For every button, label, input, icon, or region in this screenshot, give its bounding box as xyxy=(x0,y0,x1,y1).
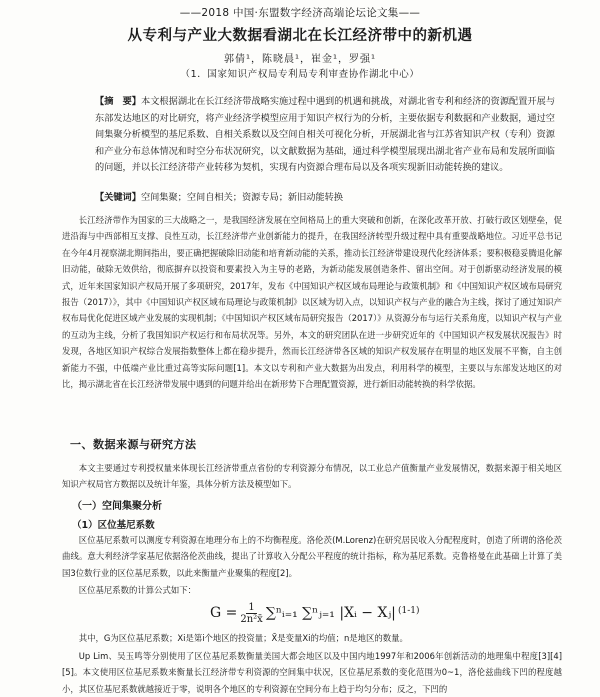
data-source-paragraph xyxy=(62,460,562,493)
formula-intro xyxy=(62,582,562,598)
intro-paragraph xyxy=(62,212,562,392)
formula-lhs: G = xyxy=(210,605,238,621)
header-text: ——2018 中国·东盟数字经济高端论坛论文集—— xyxy=(179,6,421,19)
intro-text: 长江经济带作为国家的三大战略之一，是我国经济发展在空间格局上的重大突破和创新，在深化改革开放、打破行政区划壁垒，促进沿海与中西部相互支撑、良性互动，长江经济带产业创新能力的提升，在我国经济转型升级过程中具有重要战略地位。习近平总书记在今年4月视察湖北期间指出，要正确把握破除旧动能和培育新动能的关系，推动长江经济带建设现代化经济体系；要积极稳妥腾退化解旧动能，破除无效供给，彻底摒弃以投资和要素投入为主导的老路，为新动能发展创造条件、留出空间。对于创新驱动经济发展的模式，近年来国家知识产权局开展了多项研究，2017年，发布《中国知识产权区域布局理论与政策机制》和《中国知识产权区域布局研究报告（2017）》，其中《中国知识产权区域布局理论与政策机制》以区域为切入点，以知识产权与产业的融合为主线，探讨了通过知识产权布局优化促进区域产业发展的实现机制；《中国知识产权区域布局研究报告（2017）》从资源分布与运行关系角度，以知识产权与产业的互动为主线，分析了我国知识产权运行和布局状况等。另外，本文的研究团队在进一步研究近年的《中国知识产权发展状况报告》时发现，各地区知识产权综合发展指数整体上都在稳步提升，然而长江经济带各区域的知识产权发展存在明显的地区发展不平衡，自主创新能力不强，中低端产业比重过高等实际问题[1]。本文以专利和产业大数据为出发点，利用科学的模型，主要以与东部发达地区的对比，揭示湖北省在长江经济带发展中遇到的问题并给出在新形势下合理配置资源，进行新旧动能转换的科学依据。 xyxy=(62,215,562,390)
formula-fraction xyxy=(240,602,262,625)
author-list: 郭倩¹，陈晓晨¹，崔金¹，罗强¹ xyxy=(223,54,377,65)
formula-denominator: 2n²x̄ xyxy=(240,613,263,625)
abstract xyxy=(95,94,555,177)
formula-intro-text: 区位基尼系数的计算公式如下： xyxy=(78,585,197,595)
literature-text: Up Lim、吴玉鸣等分别使用了区位基尼系数衡量美国大都会地区以及中国内地1997年和2006年创新活动的地理集中程度[3][4][5]。本文使用区位基尼系数来衡量长江经济带专利资源的空间集中状况，区位基尼系数的变化范围为0~1，洛伦兹曲线下凹的程度越小，其区位基尼系数就越接近于零，说明各个地区的专利资源在空间分布上趋于均匀分布；反之，下凹的 xyxy=(62,651,562,694)
equation-number: (1-1) xyxy=(398,606,420,616)
gini-formula xyxy=(210,598,396,628)
keywords xyxy=(95,190,555,206)
formula-explanation-text: 其中，G为区位基尼系数；Xi是第i个地区的投资量；X̄是变量Xi的均值；n是地区的数量。 xyxy=(78,633,408,643)
formula-body: ∑ⁿᵢ₌₁ ∑ⁿⱼ₌₁ |Xᵢ − Xⱼ| xyxy=(265,605,396,621)
affiliation: （1．国家知识产权局专利局专利审查协作湖北中心） xyxy=(180,69,420,80)
keywords-label: 【关键词】 xyxy=(95,192,141,203)
section-heading-1: 一、数据来源与研究方法 xyxy=(70,438,197,451)
data-source-text: 本文主要通过专利授权量来体现长江经济带重点省份的专利资源分布情况，以工业总产值衡量产业发展情况，数据来源于相关地区知识产权局官方数据以及统计年鉴，具体分析方法及模型如下。 xyxy=(62,463,562,490)
abstract-label: 【摘 要】 xyxy=(95,96,142,107)
formula-numerator: 1 xyxy=(248,601,255,613)
subsection-heading: （一）空间集聚分析 xyxy=(72,501,162,512)
subsubsection-heading: （1）区位基尼系数 xyxy=(72,520,155,531)
gini-text: 区位基尼系数可以测度专利资源在地理分布上的不均衡程度。洛伦茨(M.Lorenz)在研究居民收入分配程度时，创造了所谓的洛伦茨曲线。意大利经济学家基尼依据洛伦茨曲线，提出了计算收入分配公平程度的统计指标，称为基尼系数。克鲁格曼在此基础上计算了美国3位数行业的区位基尼系数，以此来衡量产业聚集的程度[2]。 xyxy=(62,535,562,578)
formula-explanation xyxy=(62,630,562,646)
keywords-text: 空间集聚；空间自相关；资源专局；新旧动能转换 xyxy=(140,192,344,203)
abstract-text: 本文根据湖北在长江经济带战略实施过程中遇到的机遇和挑战，对湖北省专利和经济的资源配置开展与东部发达地区的对比研究，将产业经济学模型应用于知识产权行为的分析，主要依据专利数据和产业数据，通过空间集聚分析模型的基尼系数、自相关系数以及空间自相关可视化分析，开展湖北省与江苏省知识产权（专利）资源和产业分布总体情况和时空分布状况研究，以文献数据为基础，通过科学模型展现出湖北省产业布局和发展所面临的问题，并以长江经济带产业转移为契机，实现有内资源合理布局以及各项实现新旧动能转换的建议。 xyxy=(95,96,556,174)
literature-paragraph xyxy=(62,648,562,697)
running-header xyxy=(0,4,600,20)
paper-title: 从专利与产业大数据看湖北在长江经济带中的新机遇 xyxy=(127,28,473,44)
gini-paragraph xyxy=(62,532,562,581)
